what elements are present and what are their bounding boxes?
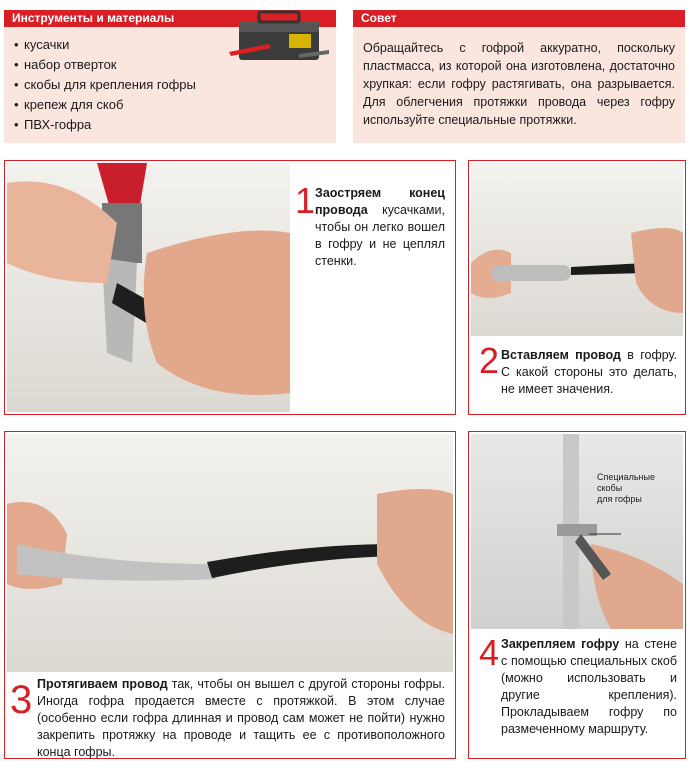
step-3-photo xyxy=(7,434,453,672)
tools-title: Инструменты и материалы xyxy=(4,10,336,27)
step-1 xyxy=(4,160,456,415)
toolbox-image xyxy=(229,4,329,64)
tools-item: • кусачки xyxy=(14,35,336,55)
step-2-text xyxy=(501,347,677,398)
step-1-photo xyxy=(7,163,290,412)
tools-item: • крепеж для скоб xyxy=(14,95,336,115)
tools-box xyxy=(4,10,336,143)
step-4 xyxy=(468,431,686,759)
step-1-bold: Заостряем конец провода xyxy=(315,186,445,217)
tip-title: Совет xyxy=(353,10,685,27)
wall-clip-image xyxy=(471,434,683,629)
callout-line-1: Специальные xyxy=(597,472,655,482)
step-2-number: 2 xyxy=(479,340,500,381)
step-3-text xyxy=(37,676,445,761)
step-4-photo xyxy=(471,434,683,629)
step-1-number: 1 xyxy=(295,180,316,221)
callout-line-3: для гофры xyxy=(597,494,642,504)
callout-label xyxy=(597,472,655,505)
step-3-number: 3 xyxy=(10,678,33,722)
step-4-bold: Закрепляем гофру xyxy=(501,637,620,651)
hands-wire-image xyxy=(471,163,683,336)
step-2 xyxy=(468,160,686,415)
tip-box xyxy=(353,10,685,143)
step-1-text xyxy=(315,185,445,270)
hands-pulling-image xyxy=(7,434,453,672)
step-2-rest: в гофру. С какой стороны это делать, не имеет значения. xyxy=(501,348,678,396)
step-2-bold: Вставляем провод xyxy=(501,348,621,362)
callout-line-2: скобы xyxy=(597,483,623,493)
step-3 xyxy=(4,431,456,759)
tools-item: • набор отверток xyxy=(14,55,336,75)
step-4-number: 4 xyxy=(479,632,500,673)
tip-text: Обращайтесь с гофрой аккуратно, поскольку пластмасса, из которой она изготовлена, достаточно хрупкая: если гофру растягивать, она разрывается. Для облегчения протяжки провода через гофру используйте специальные протяжки. xyxy=(363,41,675,127)
tools-item: • скобы для крепления гофры xyxy=(14,75,336,95)
step-1-rest: кусачками, чтобы он легко вошел в гофру и не цеплял стенки. xyxy=(315,203,445,268)
step-4-text xyxy=(501,636,677,738)
hands-cutters-image xyxy=(7,163,290,412)
tools-item: • ПВХ-гофра xyxy=(14,115,336,135)
step-4-rest: на стене с помощью специальных скоб (можно использовать и другие крепления). Прокладываем гофру по размеченному маршруту. xyxy=(501,637,677,736)
step-3-bold: Протягиваем провод xyxy=(37,677,168,691)
step-2-photo xyxy=(471,163,683,336)
step-3-rest: так, чтобы он вышел с другой стороны гофры. Иногда гофра продается вместе с протяжкой. В этом случае (особенно если гофра длинная и провод сам может не пойти) нужно закрепить протяжку на проводе и тащить ее с противоположного конца гофры. xyxy=(37,677,445,759)
